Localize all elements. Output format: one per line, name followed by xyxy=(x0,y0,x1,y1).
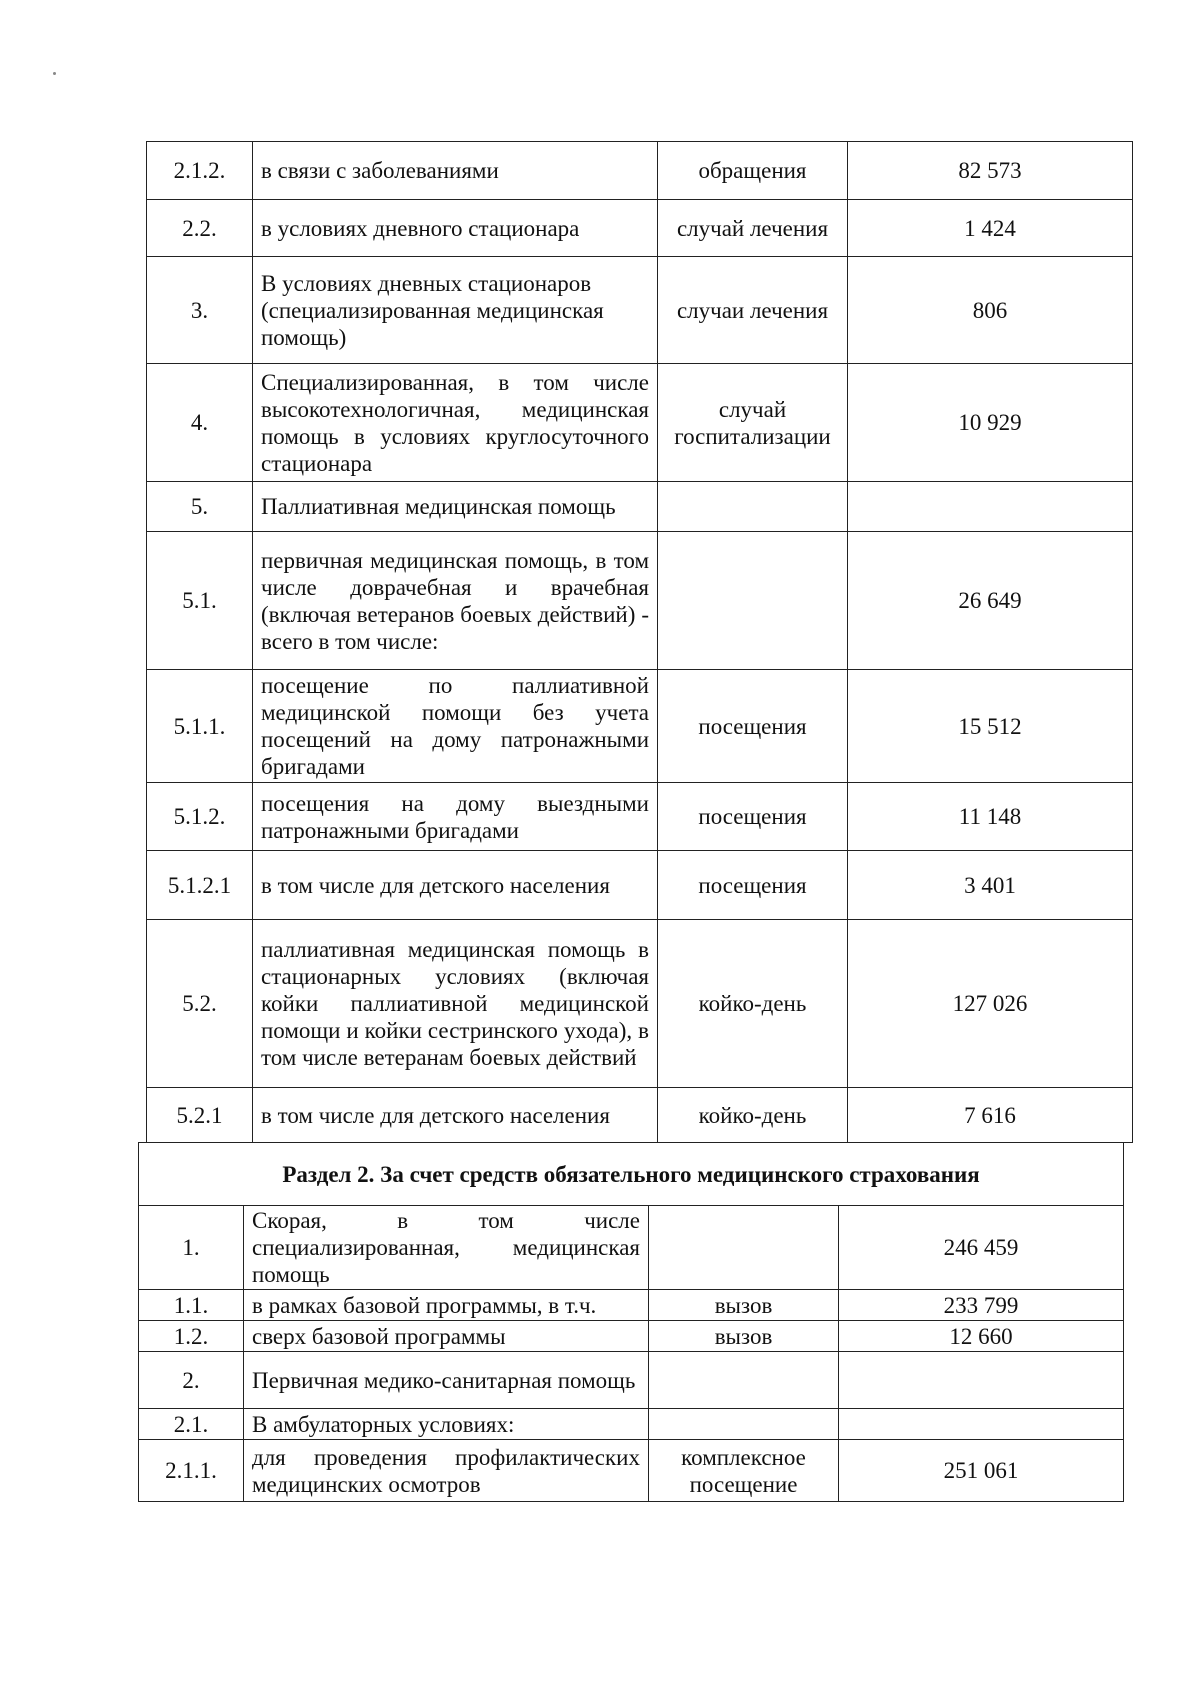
row-name: первичная медицинская помощь, в том числе доврачебная и врачебная (включая ветеранов боевых действий) - всего в том числе: xyxy=(253,532,658,670)
row-name: паллиативная медицинская помощь в стационарных условиях (включая койки паллиативной медицинской помощи и койки сестринского ухода), в том числе ветеранам боевых действий xyxy=(253,920,658,1088)
row-name: в рамках базовой программы, в т.ч. xyxy=(244,1290,649,1321)
scan-speck xyxy=(53,72,56,75)
row-name: Скорая, в том числе специализированная, медицинская помощь xyxy=(244,1206,649,1290)
row-name: В условиях дневных стационаров (специализированная медицинская помощь) xyxy=(253,257,658,364)
table-row xyxy=(139,1352,1124,1409)
table-row xyxy=(147,920,1133,1088)
row-unit xyxy=(658,532,848,670)
row-name: Первичная медико-санитарная помощь xyxy=(244,1352,649,1409)
table-row xyxy=(147,783,1133,851)
table-row xyxy=(147,142,1133,200)
table-row xyxy=(147,200,1133,257)
row-value: 233 799 xyxy=(839,1290,1124,1321)
row-number: 1. xyxy=(139,1206,244,1290)
row-unit: случай госпитализации xyxy=(658,364,848,482)
row-value: 251 061 xyxy=(839,1440,1124,1502)
table-row xyxy=(147,532,1133,670)
table-row xyxy=(147,257,1133,364)
table-row xyxy=(147,1088,1133,1143)
row-value: 246 459 xyxy=(839,1206,1124,1290)
table-row xyxy=(139,1206,1124,1290)
volumes-table-section-1 xyxy=(146,141,1133,1143)
table-row xyxy=(147,851,1133,920)
row-value xyxy=(839,1352,1124,1409)
row-name: в условиях дневного стационара xyxy=(253,200,658,257)
row-value xyxy=(848,482,1133,532)
row-number: 5.2.1 xyxy=(147,1088,253,1143)
row-name: в том числе для детского населения xyxy=(253,851,658,920)
row-value xyxy=(839,1409,1124,1440)
row-name: В амбулаторных условиях: xyxy=(244,1409,649,1440)
table-row xyxy=(139,1321,1124,1352)
row-name: посещения на дому выездными патронажными бригадами xyxy=(253,783,658,851)
row-value: 806 xyxy=(848,257,1133,364)
row-value: 127 026 xyxy=(848,920,1133,1088)
table-row xyxy=(147,482,1133,532)
row-unit: случай лечения xyxy=(658,200,848,257)
row-unit: посещения xyxy=(658,783,848,851)
row-number: 2.1. xyxy=(139,1409,244,1440)
row-unit xyxy=(649,1206,839,1290)
table-row xyxy=(147,670,1133,783)
row-number: 5. xyxy=(147,482,253,532)
row-number: 2. xyxy=(139,1352,244,1409)
row-unit: случаи лечения xyxy=(658,257,848,364)
row-number: 5.2. xyxy=(147,920,253,1088)
row-name: Специализированная, в том числе высокотехнологичная, медицинская помощь в условиях круглосуточного стационара xyxy=(253,364,658,482)
row-number: 5.1.2.1 xyxy=(147,851,253,920)
row-unit: посещения xyxy=(658,851,848,920)
table-row xyxy=(147,364,1133,482)
row-value: 26 649 xyxy=(848,532,1133,670)
row-value: 15 512 xyxy=(848,670,1133,783)
row-number: 2.1.2. xyxy=(147,142,253,200)
section-title: Раздел 2. За счет средств обязательного медицинского страхования xyxy=(139,1143,1124,1206)
row-name: Паллиативная медицинская помощь xyxy=(253,482,658,532)
row-number: 1.2. xyxy=(139,1321,244,1352)
row-name: в том числе для детского населения xyxy=(253,1088,658,1143)
row-unit: койко-день xyxy=(658,1088,848,1143)
row-name: посещение по паллиативной медицинской помощи без учета посещений на дому патронажными бригадами xyxy=(253,670,658,783)
row-unit: вызов xyxy=(649,1321,839,1352)
row-number: 3. xyxy=(147,257,253,364)
row-unit xyxy=(649,1352,839,1409)
row-value: 1 424 xyxy=(848,200,1133,257)
row-unit xyxy=(658,482,848,532)
row-number: 4. xyxy=(147,364,253,482)
row-name: для проведения профилактических медицинских осмотров xyxy=(244,1440,649,1502)
row-value: 11 148 xyxy=(848,783,1133,851)
row-unit: вызов xyxy=(649,1290,839,1321)
row-value: 7 616 xyxy=(848,1088,1133,1143)
row-unit: койко-день xyxy=(658,920,848,1088)
row-name: в связи с заболеваниями xyxy=(253,142,658,200)
table-row xyxy=(139,1440,1124,1502)
table-row xyxy=(139,1290,1124,1321)
row-number: 5.1. xyxy=(147,532,253,670)
row-number: 2.2. xyxy=(147,200,253,257)
row-value: 82 573 xyxy=(848,142,1133,200)
row-unit: комплексное посещение xyxy=(649,1440,839,1502)
row-unit xyxy=(649,1409,839,1440)
row-value: 10 929 xyxy=(848,364,1133,482)
row-number: 5.1.1. xyxy=(147,670,253,783)
row-value: 12 660 xyxy=(839,1321,1124,1352)
section-header-row xyxy=(139,1143,1124,1206)
volumes-table-section-2 xyxy=(138,1142,1124,1502)
row-name: сверх базовой программы xyxy=(244,1321,649,1352)
table-row xyxy=(139,1409,1124,1440)
row-unit: обращения xyxy=(658,142,848,200)
row-unit: посещения xyxy=(658,670,848,783)
row-number: 1.1. xyxy=(139,1290,244,1321)
row-value: 3 401 xyxy=(848,851,1133,920)
row-number: 2.1.1. xyxy=(139,1440,244,1502)
row-number: 5.1.2. xyxy=(147,783,253,851)
